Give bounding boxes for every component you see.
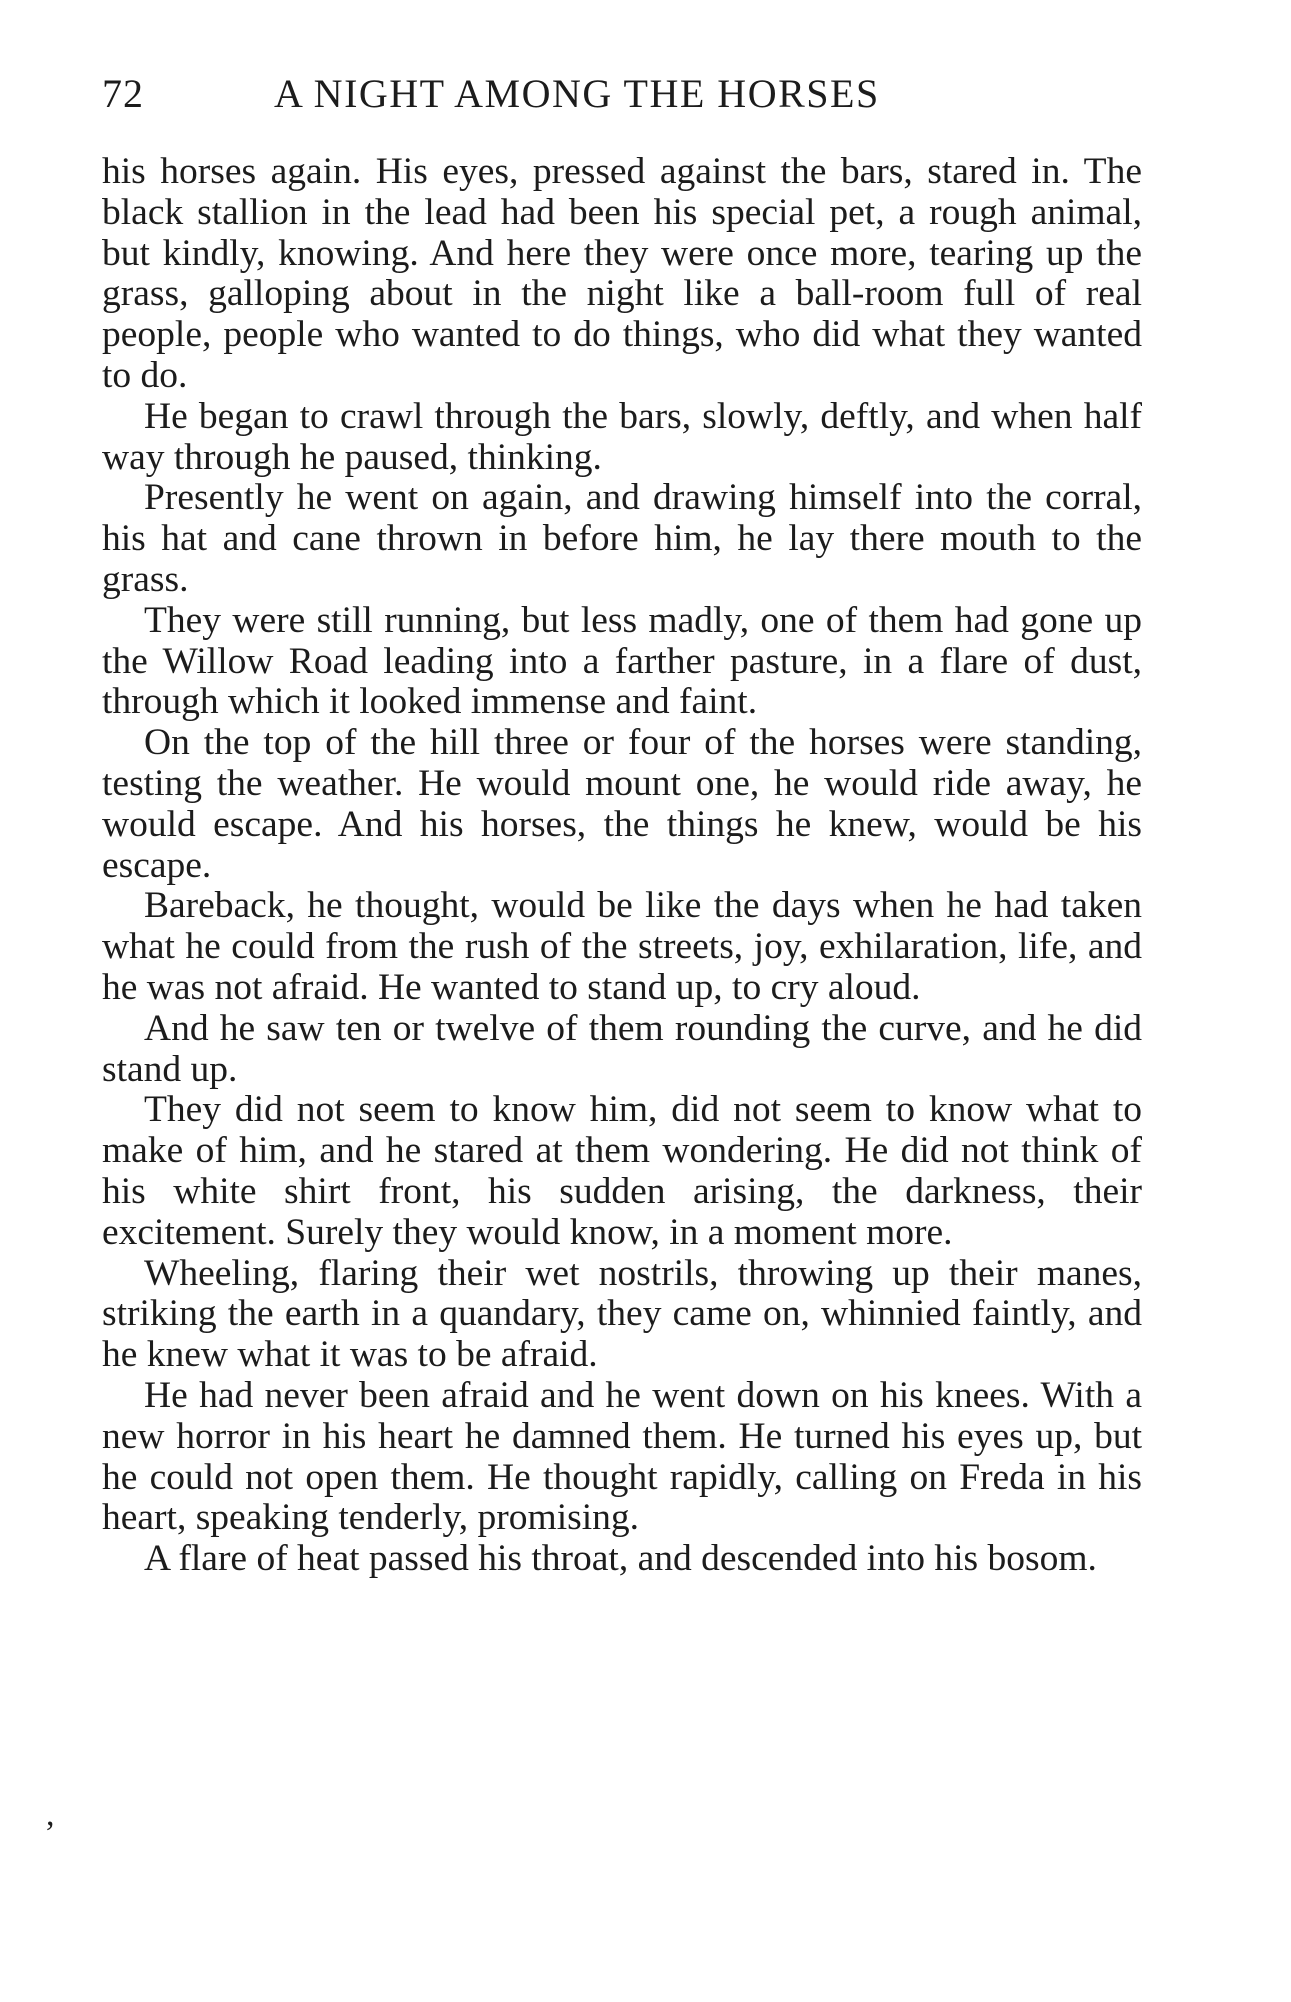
running-title: A NIGHT AMONG THE HORSES: [274, 71, 880, 116]
paragraph: He began to crawl through the bars, slowly, deftly, and when half way through he paused, thinking.: [102, 395, 1142, 478]
paragraph: his horses again. His eyes, pressed against the bars, stared in. The black stallion in the lead had been his special pet, a rough animal, but kindly, knowing. And here they were once more, tearing up the grass, galloping about in the night like a ball-room full of real people, people who wanted to do things, who did what they wanted to do.: [102, 151, 1142, 396]
paragraph: He had never been afraid and he went down on his knees. With a new horror in his heart he damned them. He turned his eyes up, but he could not open them. He thought rapidly, calling on Freda in his heart, speaking tenderly, promising.: [102, 1374, 1142, 1539]
paragraph: A flare of heat passed his throat, and descended into his bosom.: [144, 1538, 1097, 1580]
margin-mark: ,: [46, 1796, 55, 1833]
paragraph: Presently he went on again, and drawing himself into the corral, his hat and cane thrown in before him, he lay there mouth to the grass.: [102, 477, 1142, 600]
paragraph: And he saw ten or twelve of them rounding the curve, and he did stand up.: [102, 1007, 1142, 1090]
paragraph: Bareback, he thought, would be like the days when he had taken what he could from the rush of the streets, joy, exhilaration, life, and he was not afraid. He wanted to stand up, to cry aloud.: [102, 885, 1142, 1008]
paragraph: Wheeling, flaring their wet nostrils, throwing up their manes, striking the earth in a quandary, they came on, whinnied faintly, and he knew what it was to be afraid.: [102, 1252, 1142, 1376]
page-header: [102, 64, 1142, 124]
body-text: [102, 152, 1142, 1580]
paragraph: They did not seem to know him, did not seem to know what to make of him, and he stared at them wondering. He did not think of his white shirt front, his sudden arising, the darkness, their excitement. Surely they would know, in a moment more.: [102, 1089, 1142, 1253]
paragraph: On the top of the hill three or four of the horses were standing, testing the weather. He would mount one, he would ride away, he would escape. And his horses, the things he knew, would be his escape.: [102, 722, 1142, 886]
paragraph: They were still running, but less madly, one of them had gone up the Willow Road leading into a farther pasture, in a flare of dust, through which it looked immense and faint.: [102, 599, 1142, 723]
page-number: 72: [102, 71, 144, 116]
